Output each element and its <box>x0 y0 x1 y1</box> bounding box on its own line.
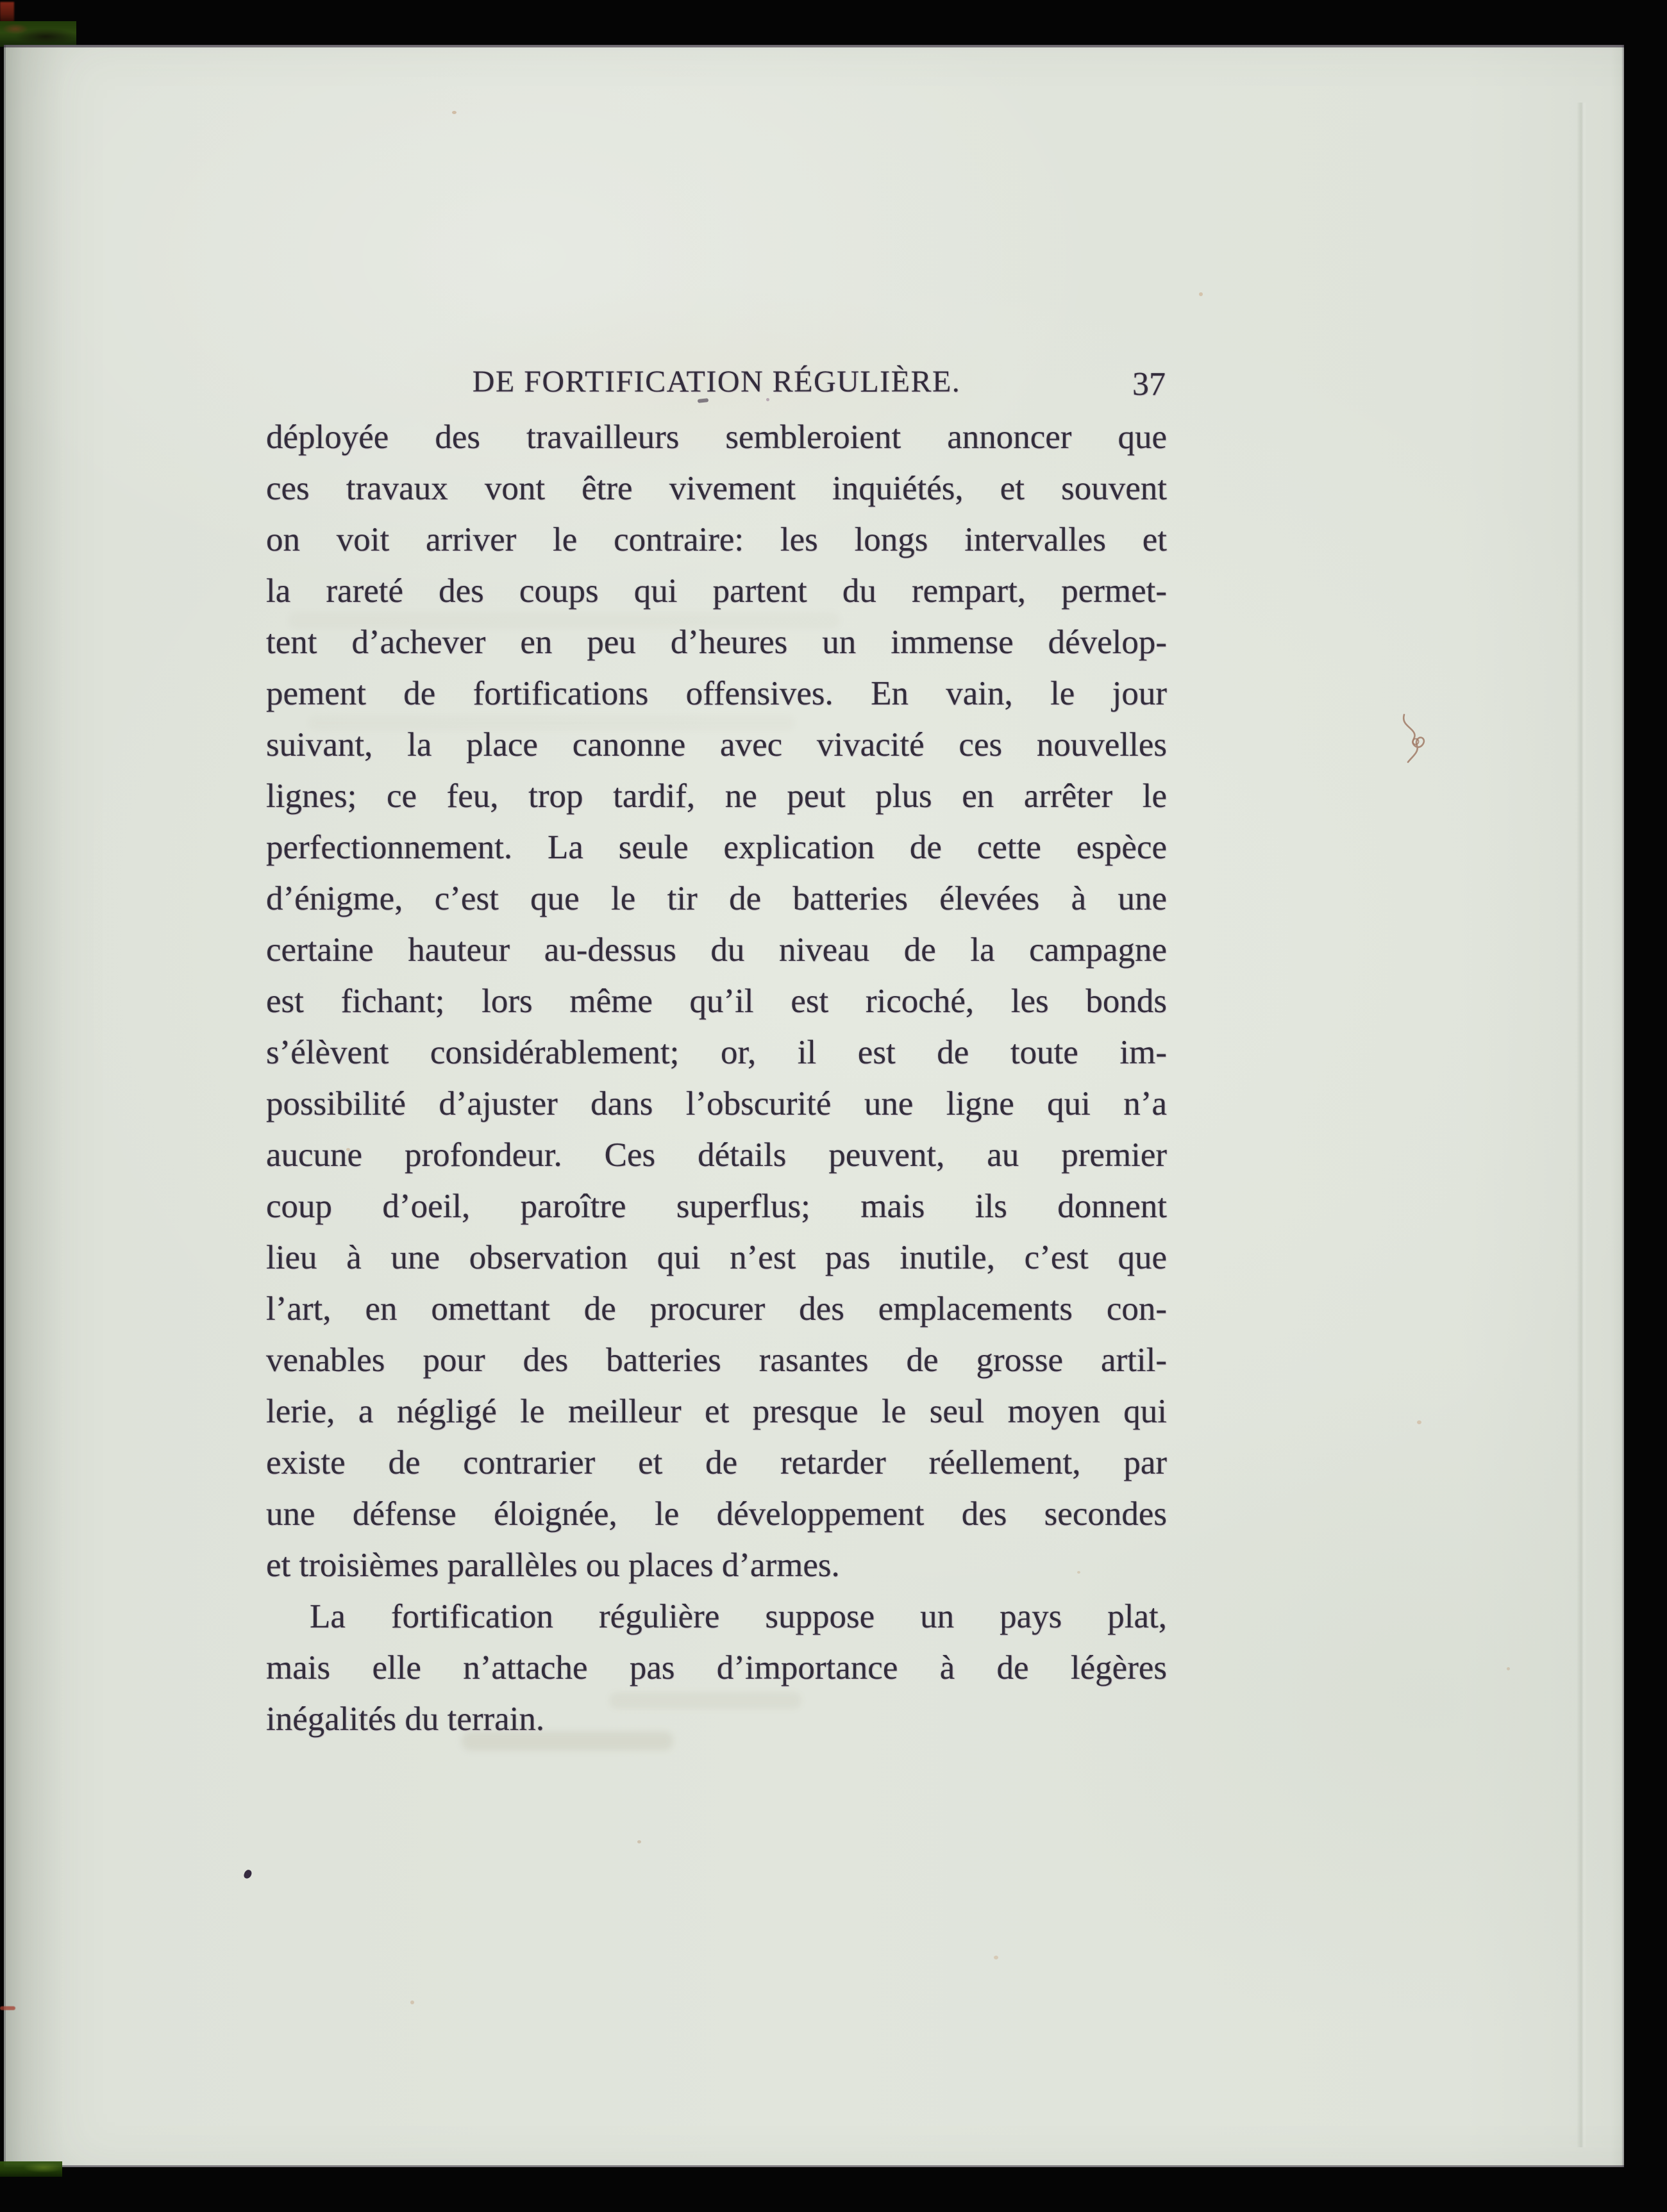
foxing-speck <box>766 398 769 401</box>
foxing-speck <box>410 2000 414 2004</box>
book-page <box>4 45 1624 2167</box>
foxing-speck <box>994 1956 998 1959</box>
text-line: perfectionnement. La seule explication de cette espèce <box>266 829 1167 866</box>
text-line: ces travaux vont être vivement inquiétés, et souvent <box>266 470 1167 507</box>
page-header <box>266 351 1167 412</box>
text-line: existe de contrarier et de retarder réellement, par <box>266 1444 1167 1481</box>
text-block <box>266 351 1167 1745</box>
text-line: coup d’oeil, paroître superflus; mais ils donnent <box>266 1188 1167 1225</box>
foxing-speck <box>1199 292 1203 296</box>
text-line: mais elle n’attache pas d’importance à de légères <box>266 1649 1167 1686</box>
text-line: déployée des travailleurs sembleroient annoncer que <box>266 419 1167 456</box>
show-through-ghost <box>462 1731 673 1750</box>
foxing-speck <box>1507 1667 1510 1670</box>
foxing-speck <box>346 1148 350 1151</box>
text-line: suivant, la place canonne avec vivacité ces nouvelles <box>266 726 1167 763</box>
text-line: lerie, a négligé le meilleur et presque le seul moyen qui <box>266 1393 1167 1430</box>
running-title: DE FORTIFICATION RÉGULIÈRE. <box>472 364 961 399</box>
text-line: l’art, en omettant de procurer des emplacements con- <box>266 1290 1167 1327</box>
text-line: s’élèvent considérablement; or, il est de toute im- <box>266 1034 1167 1071</box>
body-text <box>266 412 1167 1745</box>
text-line: pement de fortifications offensives. En vain, le jour <box>266 675 1167 712</box>
text-line: inégalités du terrain. <box>266 1701 545 1738</box>
ink-speck <box>243 1869 253 1880</box>
foxing-speck <box>1077 1571 1080 1574</box>
text-line: est fichant; lors même qu’il est ricoché, les bonds <box>266 983 1167 1020</box>
text-line: une défense éloignée, le développement des secondes <box>266 1495 1167 1533</box>
text-line: tent d’achever en peu d’heures un immense dévelop- <box>266 624 1167 661</box>
text-line: lignes; ce feu, trop tardif, ne peut plus en arrêter le <box>266 778 1167 815</box>
text-line: la rareté des coups qui partent du rempart, permet- <box>266 572 1167 610</box>
text-line: possibilité d’ajuster dans l’obscurité une ligne qui n’a <box>266 1085 1167 1122</box>
scan-artifact-green-smudge-bottom <box>0 2161 62 2177</box>
text-line: lieu à une observation qui n’est pas inutile, c’est que <box>266 1239 1167 1276</box>
show-through-ghost <box>289 612 840 629</box>
text-line: certaine hauteur au-dessus du niveau de la campagne <box>266 931 1167 969</box>
foxing-speck <box>637 1840 641 1843</box>
page-number: 37 <box>1132 366 1166 403</box>
show-through-ghost <box>609 1692 801 1709</box>
text-line: aucune profondeur. Ces détails peuvent, au premier <box>266 1136 1167 1174</box>
text-line: on voit arriver le contraire: les longs intervalles et <box>266 521 1167 558</box>
show-through-ghost <box>308 715 795 731</box>
scan-artifact-red-scratch <box>0 2006 15 2010</box>
scan-artifact-green-smudge-top <box>0 21 76 47</box>
text-line: d’énigme, c’est que le tir de batteries élevées à une <box>266 880 1167 917</box>
text-line: et troisièmes parallèles ou places d’armes. <box>266 1547 840 1584</box>
foxing-speck <box>452 111 457 114</box>
paper-crease <box>1577 103 1587 2147</box>
paper-fiber <box>1400 712 1445 770</box>
text-line: La fortification régulière suppose un pays plat, <box>310 1598 1167 1635</box>
text-line: venables pour des batteries rasantes de grosse artil- <box>266 1342 1167 1379</box>
scan-artifact-red-smudge <box>0 2 14 23</box>
foxing-speck <box>1417 1420 1421 1424</box>
